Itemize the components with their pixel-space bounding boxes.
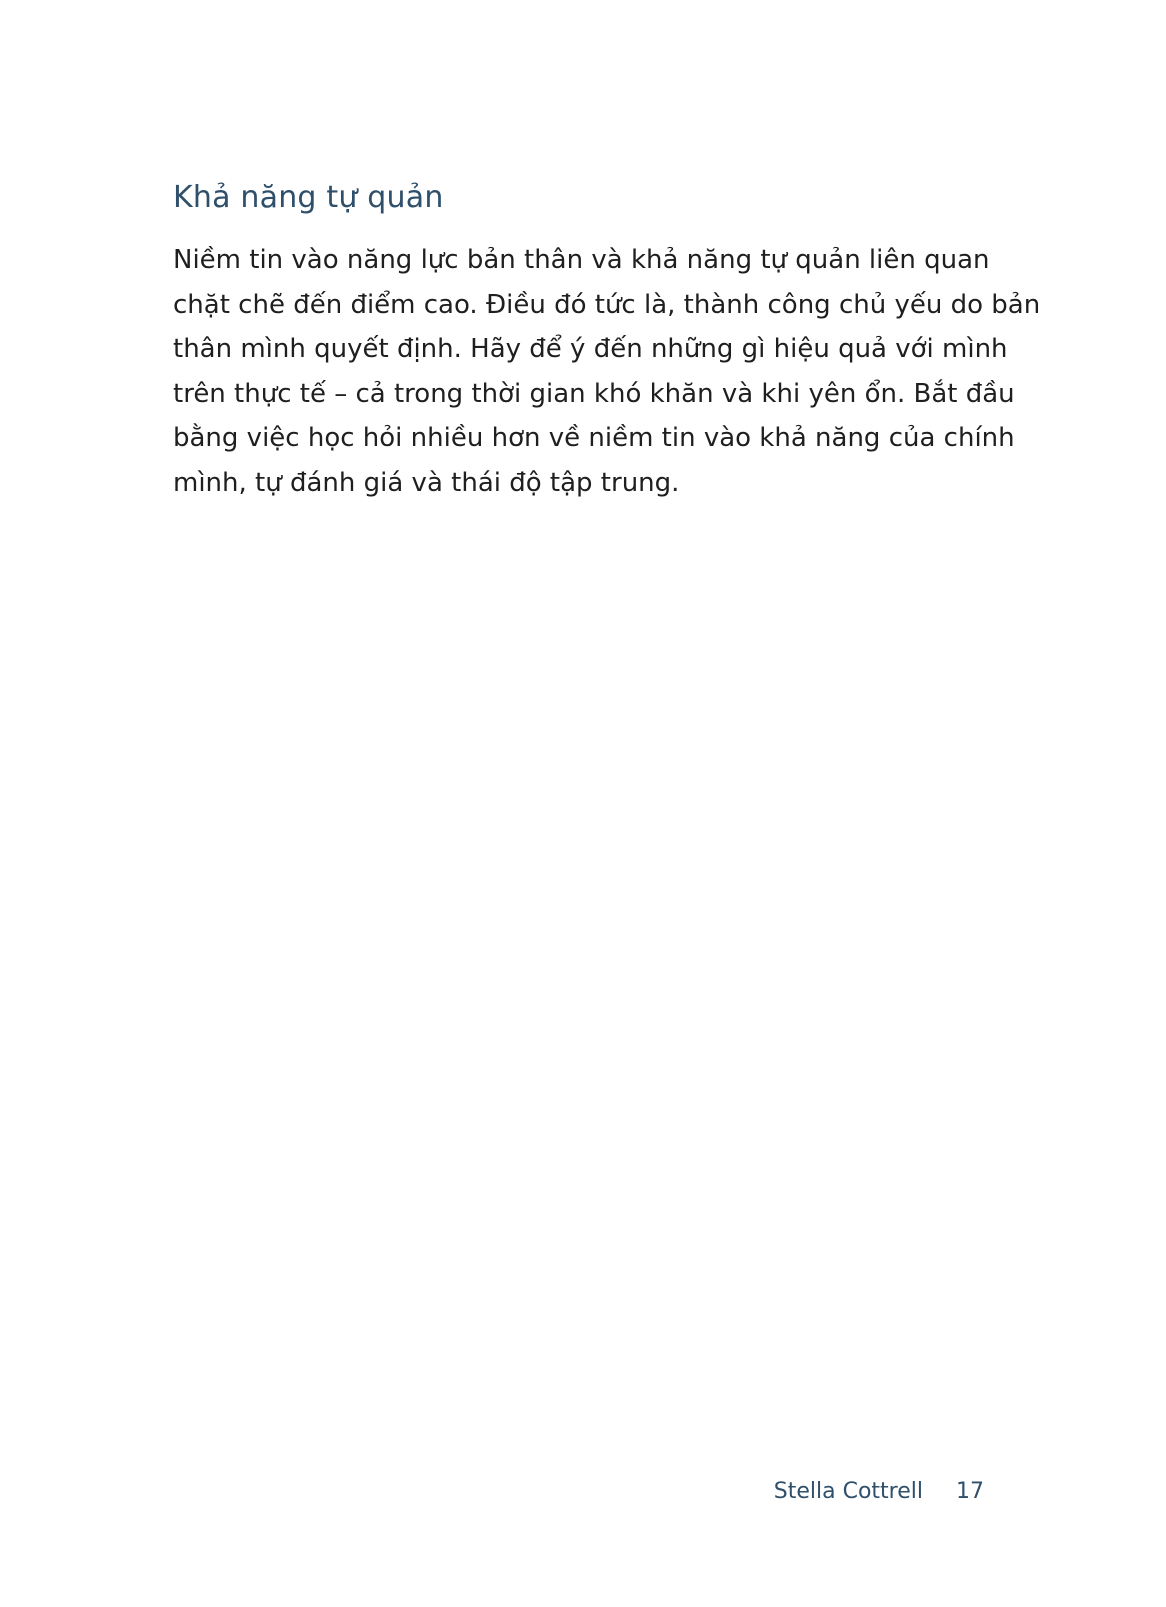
paragraph-line: thân mình quyết định. Hãy để ý đến những gì hiệu quả với mình [173, 334, 1008, 364]
body-paragraph [173, 238, 1041, 505]
section-heading: Khả năng tự quản [173, 180, 444, 215]
footer-author: Stella Cottrell [773, 1479, 923, 1504]
page-footer [774, 1477, 984, 1507]
paragraph-line: chặt chẽ đến điểm cao. Điều đó tức là, thành công chủ yếu do bản [173, 289, 1041, 320]
paragraph-line: bằng việc học hỏi nhiều hơn về niềm tin vào khả năng của chính [173, 423, 1015, 453]
paragraph-line: trên thực tế – cả trong thời gian khó khăn và khi yên ổn. Bắt đầu [173, 378, 1015, 409]
page-number: 17 [956, 1479, 984, 1504]
paragraph-line: Niềm tin vào năng lực bản thân và khả năng tự quản liên quan [173, 245, 990, 275]
paragraph-line: mình, tự đánh giá và thái độ tập trung. [173, 467, 680, 498]
